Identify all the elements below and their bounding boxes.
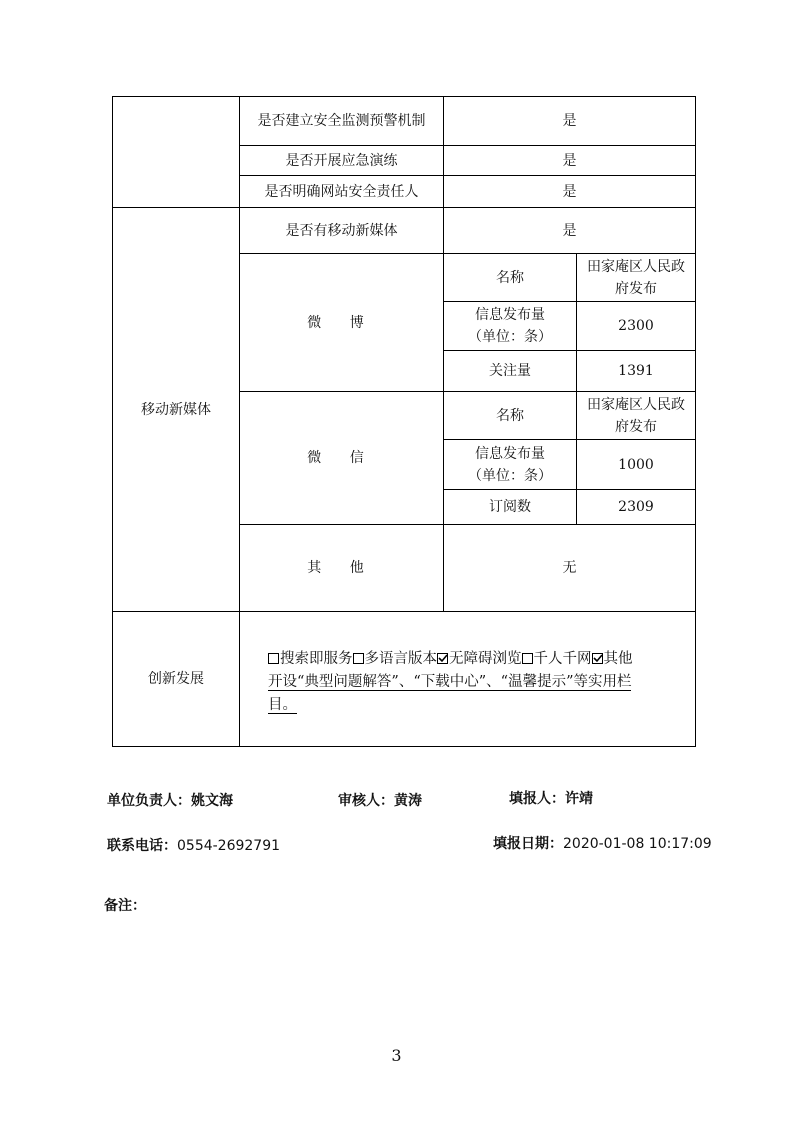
phone-label: 联系电话： (107, 838, 177, 854)
drill-label-text: 是否开展应急演练 (285, 152, 398, 169)
wechat-label-text: 微 信 (307, 450, 376, 466)
innovation-content (268, 648, 696, 717)
filler-label: 填报人： (509, 791, 565, 807)
page-number-text: 3 (391, 1046, 402, 1065)
responsible-value (444, 176, 695, 207)
wechat-subs-value-text: 2309 (618, 499, 654, 515)
innovation-other-line1 (268, 671, 696, 694)
checkbox-search-service[interactable] (268, 653, 279, 664)
weibo-follow-label (444, 351, 576, 391)
date-label: 填报日期： (493, 836, 563, 852)
wechat-posts-label (444, 440, 576, 489)
weibo-label (240, 254, 443, 391)
reviewer (338, 790, 422, 810)
checkbox-accessibility[interactable] (437, 653, 448, 664)
responsible-value-text: 是 (562, 183, 577, 200)
wechat-subs-label-text: 订阅数 (489, 499, 531, 515)
wechat-posts-value (577, 440, 695, 489)
weibo-posts-label (444, 302, 576, 350)
monitoring-value-text: 是 (562, 112, 577, 129)
weibo-label-text: 微 博 (307, 314, 376, 331)
innovation-other-line2 (268, 694, 696, 717)
option-label: 其他 (603, 651, 633, 667)
option-label: 多语言版本 (364, 651, 437, 667)
filler-value: 许靖 (565, 791, 593, 807)
phone-value: 0554-2692791 (177, 838, 281, 854)
wechat-label (240, 392, 443, 524)
wechat-name-label (444, 392, 576, 439)
monitoring-label (240, 96, 443, 145)
responsible-label-text: 是否明确网站安全责任人 (264, 183, 419, 200)
drill-label (240, 146, 443, 175)
drill-value-text: 是 (562, 152, 577, 169)
media-section-label-text: 移动新媒体 (141, 401, 211, 418)
monitoring-value (444, 96, 695, 145)
monitoring-label-text: 是否建立安全监测预警机制 (257, 112, 426, 129)
weibo-follow-label-text: 关注量 (489, 363, 531, 379)
has-media-label (240, 208, 443, 253)
unit-head-label: 单位负责人： (107, 793, 191, 809)
wechat-name-value (577, 392, 695, 439)
remark-label: 备注： (104, 898, 146, 914)
reviewer-value: 黄涛 (394, 793, 422, 809)
innovation-label-text: 创新发展 (148, 671, 204, 687)
contact-phone (107, 835, 280, 855)
has-media-value (444, 208, 695, 253)
weibo-name-label (444, 254, 576, 301)
weibo-name-value (577, 254, 695, 301)
other-value (444, 525, 695, 611)
filler (509, 788, 593, 808)
check-icon (437, 652, 449, 664)
weibo-name-label-text: 名称 (496, 269, 524, 286)
date-value: 2020-01-08 10:17:09 (563, 836, 712, 852)
reviewer-label: 审核人： (338, 793, 394, 809)
option-label: 搜索即服务 (280, 651, 353, 667)
innovation-label (113, 612, 239, 746)
report-date (493, 833, 712, 853)
weibo-name-value-text: 田家庵区人民政府发布 (587, 258, 685, 297)
innovation-options-row (268, 648, 696, 671)
unit-head (107, 790, 233, 810)
wechat-name-label-text: 名称 (496, 407, 524, 424)
checkbox-other[interactable] (592, 653, 603, 664)
checkbox-multilingual[interactable] (353, 653, 364, 664)
wechat-posts-value-text: 1000 (618, 456, 654, 473)
checkbox-personalized[interactable] (522, 653, 533, 664)
media-section-label (113, 208, 239, 611)
drill-value (444, 146, 695, 175)
weibo-posts-value (577, 302, 695, 350)
other-value-text: 无 (562, 560, 577, 576)
check-icon (592, 652, 604, 664)
wechat-name-value-text: 田家庵区人民政府发布 (587, 396, 685, 435)
wechat-posts-label-text: 信息发布量（单位：条） (468, 445, 552, 484)
page-number (0, 1046, 793, 1065)
option-label: 千人千网 (533, 651, 592, 667)
table-border-bottom (112, 746, 696, 747)
option-label: 无障碍浏览 (449, 651, 522, 667)
weibo-posts-label-text: 信息发布量（单位：条） (468, 307, 552, 345)
unit-head-value: 姚文海 (191, 793, 233, 809)
weibo-follow-value-text: 1391 (618, 363, 654, 379)
has-media-label-text: 是否有移动新媒体 (285, 222, 398, 239)
weibo-posts-value-text: 2300 (618, 318, 654, 334)
weibo-follow-value (577, 351, 695, 391)
wechat-subs-value (577, 490, 695, 524)
innovation-other-text: 开设“典型问题解答”、“下载中心”、“温馨提示”等实用栏 (268, 674, 632, 690)
wechat-subs-label (444, 490, 576, 524)
responsible-label (240, 176, 443, 207)
has-media-value-text: 是 (562, 222, 577, 239)
other-label-text: 其 他 (307, 560, 376, 576)
innovation-other-text-end: 目。 (268, 697, 297, 713)
remark (104, 895, 146, 915)
other-label (240, 525, 443, 611)
